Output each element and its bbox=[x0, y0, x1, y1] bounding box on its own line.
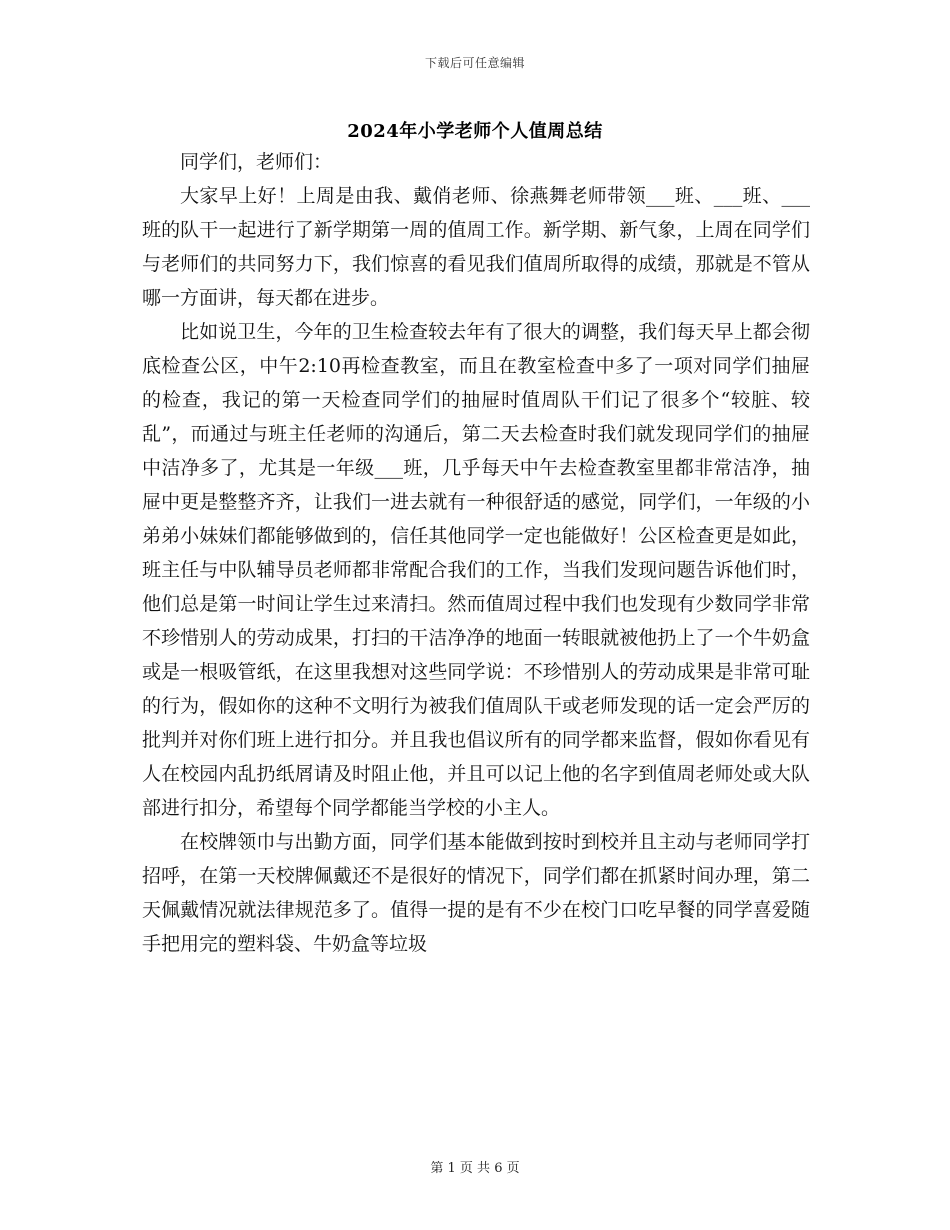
page-header-note: 下载后可任意编辑 bbox=[424, 56, 525, 70]
paragraph-salutation: 同学们，老师们： bbox=[180, 151, 333, 173]
document-title: 2024年小学老师个人值周总结 bbox=[347, 121, 603, 142]
document-body bbox=[142, 145, 810, 961]
paragraph-greeting: 大家早上好！上周是由我、戴俏老师、徐燕舞老师带领___班、___班、___班的队干一起进行了新学期第一周的值周工作。新学期、新气象，上周在同学们与老师们的共同努力下，我们惊喜的看见我们值周所取得的成绩，那就是不管从哪一方面讲，每天都在进步。 bbox=[142, 185, 810, 309]
page-number: 第 1 页 共 6 页 bbox=[430, 1161, 520, 1176]
paragraph-hygiene: 比如说卫生，今年的卫生检查较去年有了很大的调整，我们每天早上都会彻底检查公区，中午2:10再检查教室，而且在教室检查中多了一项对同学们抽屉的检查，我记的第一天检查同学们的抽屉时值周队干们记了很多个“较脏、较乱”，而通过与班主任老师的沟通后，第二天去检查时我们就发现同学们的抽屉中洁净多了，尤其是一年级___班，几乎每天中午去检查教室里都非常洁净，抽屉中更是整整齐齐，让我们一进去就有一种很舒适的感觉，同学们，一年级的小弟弟小妹妹们都能够做到的，信任其他同学一定也能做好！公区检查更是如此，班主任与中队辅导员老师都非常配合我们的工作，当我们发现问题告诉他们时，他们总是第一时间让学生过来清扫。然而值周过程中我们也发现有少数同学非常不珍惜别人的劳动成果，打扫的干洁净净的地面一转眼就被他扔上了一个牛奶盒或是一根吸管纸，在这里我想对这些同学说：不珍惜别人的劳动成果是非常可耻的行为，假如你的这种不文明行为被我们值周队干或老师发现的话一定会严厉的批判并对你们班上进行扣分。并且我也倡议所有的同学都来监督，假如你看见有人在校园内乱扔纸屑请及时阻止他，并且可以记上他的名字到值周老师处或大队部进行扣分，希望每个同学都能当学校的小主人。 bbox=[142, 321, 810, 819]
paragraph-attendance: 在校牌领巾与出勤方面，同学们基本能做到按时到校并且主动与老师同学打招呼，在第一天校牌佩戴还不是很好的情况下，同学们都在抓紧时间办理，第二天佩戴情况就法律规范多了。值得一提的是有不少在校门口吃早餐的同学喜爱随手把用完的塑料袋、牛奶盒等垃圾 bbox=[142, 831, 810, 955]
